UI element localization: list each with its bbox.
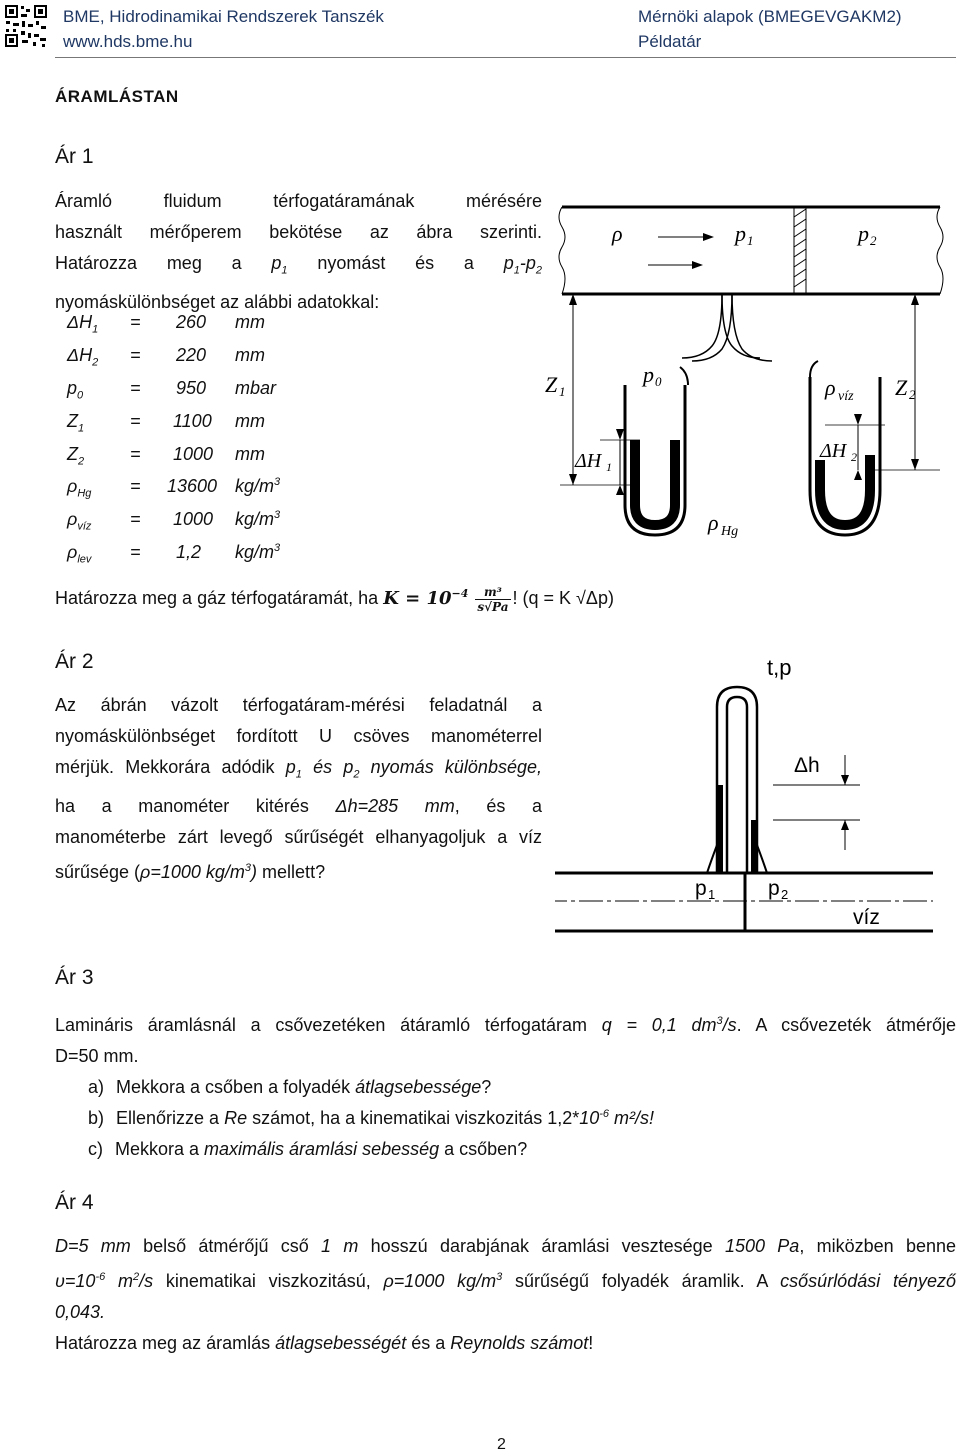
problem-2-title: Ár 2 (55, 650, 94, 673)
header-website: www.hds.bme.hu (63, 32, 193, 51)
p1-line3: Határozza meg a $p_1$ nyomást és a $p_1-p_2$ (55, 253, 542, 277)
p3-line1: Lamináris áramlásnál a csővezetéken átáramló térfogatáram q = 0,1 $dm^3/s$. A csővezeték átmérője (55, 1015, 956, 1035)
header-department: BME, Hidrodinamikai Rendszerek Tanszék (63, 7, 384, 26)
header-course: Mérnöki alapok (BMEGEVGAKM2) (638, 7, 902, 26)
fig2-viz-label: víz (853, 906, 880, 929)
p1-question: Határozza meg a gáz térfogatáramát, ha $K = 10^{-4}$ $\frac{\text{m³}}{s√Pa}$ ! (q = K √Δp) (55, 584, 614, 614)
subquestion-item: b) Ellenőrizze a Re számot, ha a kinematikai viszkozitás $1,2*10^{-6}$ m²/s! (88, 1108, 655, 1128)
svg-text:1: 1 (747, 233, 754, 248)
question-text: Határozza meg a gáz térfogatáramát, ha (55, 588, 384, 608)
p3-line2: D=50 mm. (55, 1046, 139, 1066)
header-booktype: Példatár (638, 32, 702, 51)
page-number: 2 (497, 1436, 506, 1453)
svg-text:2: 2 (909, 387, 916, 402)
svg-text:Hg: Hg (721, 524, 739, 539)
problem-4-title: Ár 4 (55, 1191, 94, 1214)
svg-text:1: 1 (708, 887, 716, 902)
fig1-dh1-label: ΔH (575, 450, 602, 472)
subquestion-item: c) Mekkora a maximális áramlási sebesség a csőben? (88, 1139, 528, 1159)
fig1-z1-label: Z (545, 372, 558, 397)
orifice-meter-figure (540, 195, 958, 555)
p4-line2: $\upsilon=10^{-6}$ $m^2/s$ kinematikai viszkozitású, ρ=1000 $kg/m^3$ sűrűségű folyadék áramlik. A csősúrlódási tényező (55, 1271, 957, 1291)
p2-line6: sűrűsége (ρ=1000 $kg/m^3$) mellett? (55, 861, 326, 882)
inverted-u-manometer-figure (555, 645, 945, 940)
problem-1-text (55, 186, 542, 318)
p1-line1: Áramló fluidum térfogatáramának mérésére (55, 191, 542, 211)
fig1-p0-label: p (643, 362, 654, 387)
p2-line1: Az ábrán vázolt térfogatáram-mérési feladatnál a (55, 695, 542, 715)
k-unit-fraction: $\frac{\text{m³}}{s√Pa}$ (477, 584, 509, 614)
p2-line4: ha a manométer kitérés Δh=285 mm, és a (55, 795, 543, 816)
fig1-rho-label: ρ (612, 221, 623, 246)
problem-3-text (55, 1006, 956, 1072)
p4-line4: Határozza meg az áramlás átlagsebességét és a Reynolds számot! (55, 1333, 594, 1353)
fig1-dh2-label: ΔH (820, 440, 847, 462)
p1-line4: nyomáskülönbséget az alábbi adatokkal: (55, 291, 380, 312)
svg-text:2: 2 (851, 450, 857, 464)
p1-line2: használt mérőperem bekötése az ábra szerinti. (55, 222, 542, 242)
svg-text:0: 0 (655, 374, 662, 389)
section-title: ÁRAMLÁSTAN (55, 87, 179, 106)
svg-text:1: 1 (559, 384, 566, 399)
qr-code (4, 4, 48, 48)
p4-line1: D=5 mm belső átmérőjű cső 1 m hosszú darabjának áramlási vesztesége 1500 Pa, miközben benne (55, 1236, 956, 1256)
svg-text:víz: víz (838, 389, 854, 404)
svg-text:1: 1 (606, 460, 612, 474)
p2-line5: manométerbe zárt levegő sűrűségét elhanyagoljuk a víz (55, 826, 542, 847)
fig2-dh-label: Δh (794, 754, 820, 777)
problem-3-title: Ár 3 (55, 966, 94, 989)
svg-text:2: 2 (870, 233, 877, 248)
fig1-rho-hg-label: ρ (708, 510, 719, 535)
fig2-p2-label: p (768, 877, 780, 900)
p4-line3: 0,043. (55, 1302, 106, 1322)
p2-line3: mérjük. Mekkorára adódik $p_1$ és $p_2$ nyomás különbsége, (55, 757, 542, 781)
subquestion-item: a) Mekkora a csőben a folyadék átlagsebessége? (88, 1077, 492, 1097)
fig1-rho-viz-label: ρ (825, 375, 836, 400)
header-left (63, 4, 384, 54)
header-rule (55, 57, 956, 58)
p2-line2: nyomáskülönbséget fordított U csöves manométerrel (55, 726, 542, 746)
fig2-p1-label: p (695, 877, 707, 900)
svg-text:p: p (858, 221, 869, 246)
k-formula: K = 10 (383, 588, 452, 609)
problem-4-text (55, 1231, 956, 1359)
svg-text:2: 2 (781, 887, 789, 902)
svg-text:p: p (735, 221, 746, 246)
header-right (638, 4, 902, 54)
problem-2-text (55, 690, 542, 888)
flow-formula: ! (q = K √Δp) (512, 588, 614, 608)
fig2-tp-label: t,p (767, 655, 792, 680)
problem-1-title: Ár 1 (55, 145, 94, 168)
fig1-z2-label: Z (895, 375, 908, 400)
